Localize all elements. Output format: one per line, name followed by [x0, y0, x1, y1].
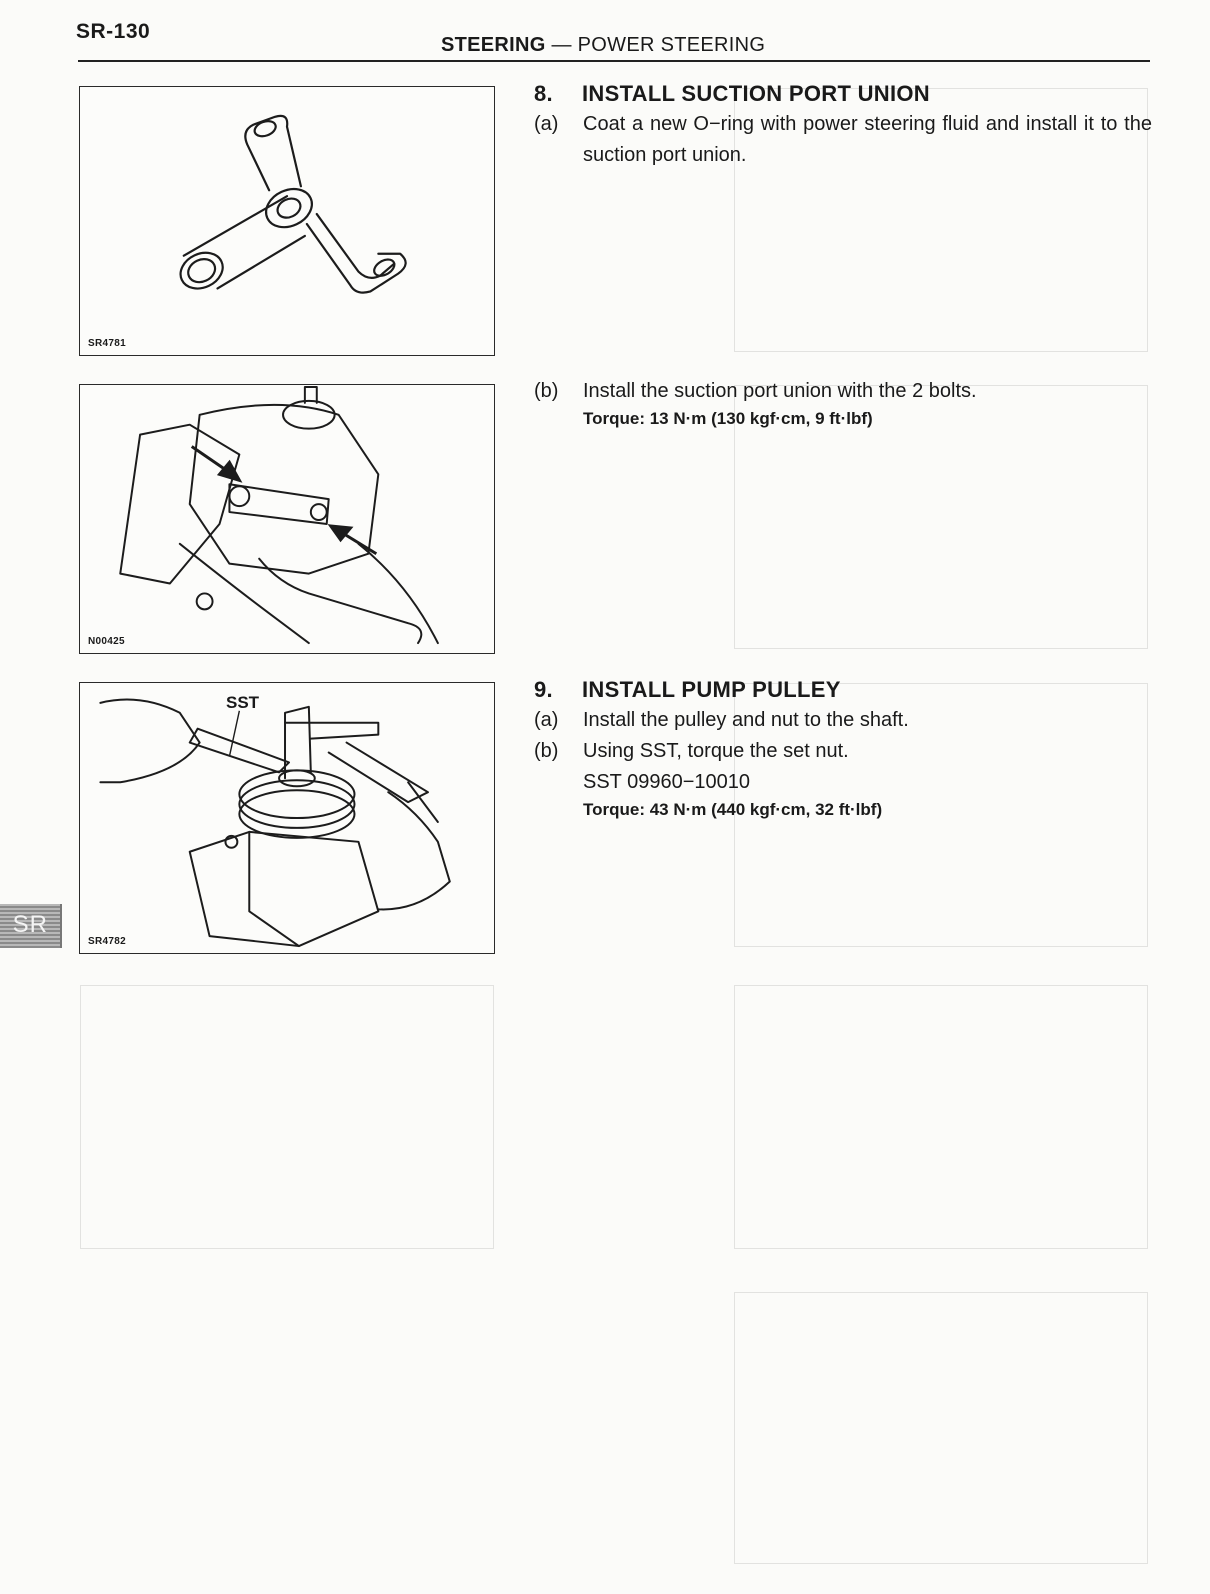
step-title: INSTALL PUMP PULLEY	[582, 677, 841, 702]
sst-number: SST 09960−10010	[583, 771, 751, 793]
substep-label: (b)	[534, 740, 559, 762]
substep-text: Install the pulley and nut to the shaft.	[583, 709, 909, 731]
side-tab-label: SR	[12, 911, 48, 938]
union-bolts-drawing	[80, 385, 494, 653]
substep-label: (b)	[534, 380, 559, 402]
section-side-tab	[0, 904, 62, 948]
step-9-a	[534, 705, 1152, 736]
figure-install-union-bolts	[79, 384, 495, 654]
step-8-b	[534, 376, 1152, 431]
torque-spec: Torque: 43 N·m (440 kgf·cm, 32 ft·lbf)	[583, 800, 883, 819]
title-separator: —	[551, 34, 572, 56]
substep-text: Using SST, torque the set nut.	[583, 740, 849, 762]
section-title: STEERING	[441, 34, 546, 56]
step-title: INSTALL SUCTION PORT UNION	[582, 81, 930, 106]
bleed-through-frame	[734, 1292, 1148, 1564]
pump-pulley-drawing	[80, 683, 494, 953]
substep-text: Coat a new O−ring with power steering fluid and install it to the suction port union.	[583, 113, 1152, 166]
step-8-a	[534, 109, 1152, 171]
step-number: 9.	[534, 677, 553, 702]
bleed-through-frame	[80, 985, 494, 1249]
step-8-heading	[534, 78, 1152, 109]
figure-pump-pulley-sst	[79, 682, 495, 954]
step-9	[534, 674, 1152, 822]
substep-label: (a)	[534, 113, 559, 135]
subsection-title: POWER STEERING	[577, 34, 766, 56]
running-title	[441, 34, 765, 57]
page-number: SR-130	[76, 20, 151, 43]
substep-label: (a)	[534, 709, 559, 731]
sst-callout: SST	[226, 693, 260, 712]
figure-code: SR4781	[88, 338, 126, 349]
header-rule	[78, 60, 1150, 62]
step-8-b-row	[534, 376, 1152, 431]
figure-code: N00425	[88, 636, 125, 647]
suction-port-union-drawing	[80, 87, 494, 355]
step-8	[534, 78, 1152, 171]
bleed-through-frame	[734, 985, 1148, 1249]
step-9-heading	[534, 674, 1152, 705]
figure-suction-port-union	[79, 86, 495, 356]
step-9-b	[534, 736, 1152, 822]
figure-code: SR4782	[88, 936, 126, 947]
torque-spec: Torque: 13 N·m (130 kgf·cm, 9 ft·lbf)	[583, 409, 873, 428]
substep-text: Install the suction port union with the 2 bolts.	[583, 380, 977, 402]
step-number: 8.	[534, 81, 553, 106]
